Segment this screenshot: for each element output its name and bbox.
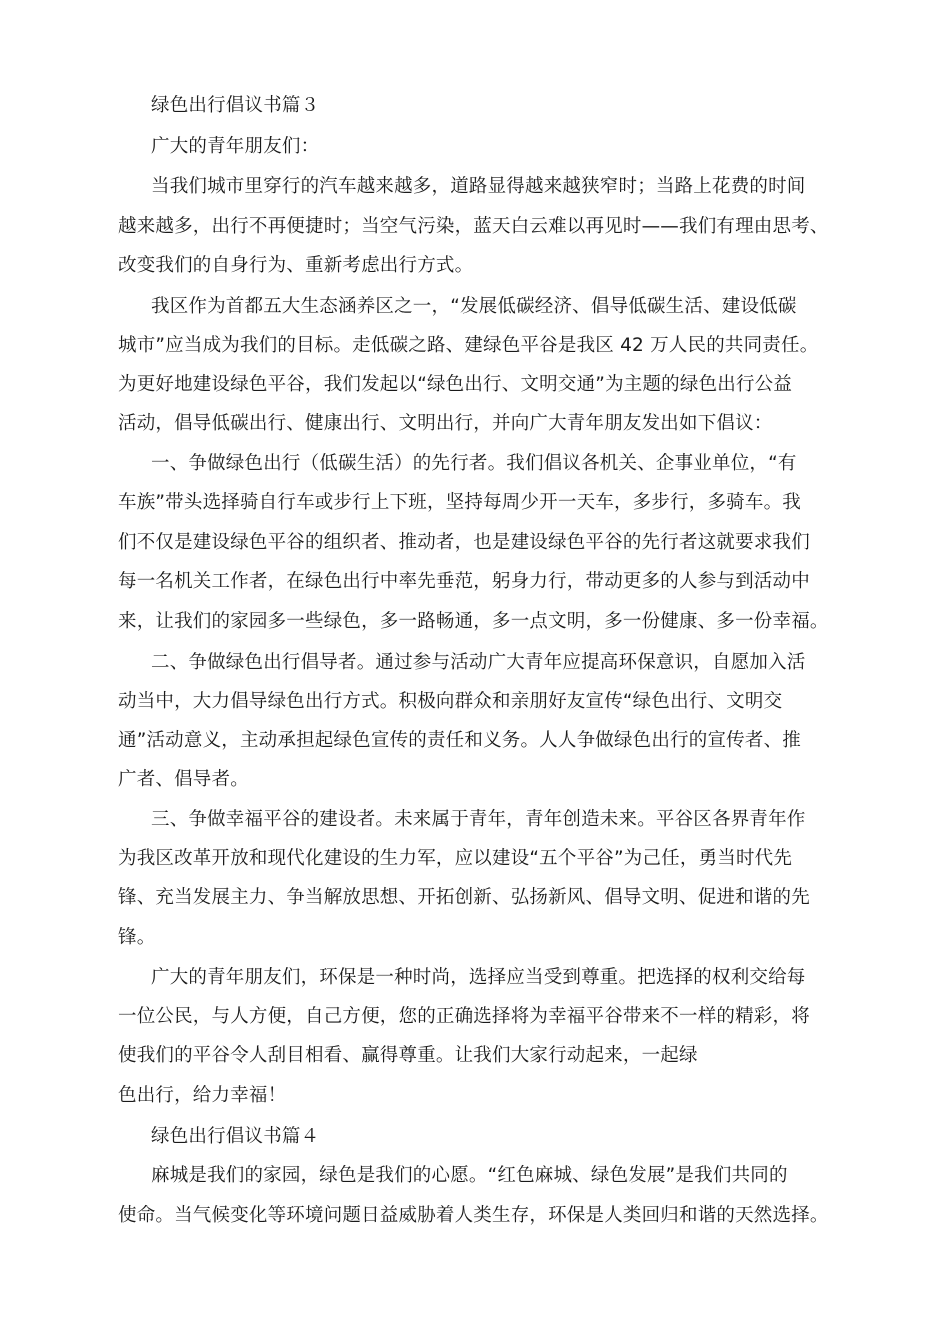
text-line: 锋、充当发展主力、争当解放思想、开拓创新、弘扬新风、倡导文明、促进和谐的先 (118, 887, 810, 908)
text-line: 每一名机关工作者，在绿色出行中率先垂范，躬身力行，带动更多的人参与到活动中 (118, 571, 810, 592)
text-line: 为我区改革开放和现代化建设的生力军，应以建设“五个平谷”为己任，勇当时代先 (118, 848, 793, 869)
section-title: 绿色出行倡议书篇３ (151, 95, 320, 116)
text-line: 三、争做幸福平谷的建设者。未来属于青年，青年创造未来。平谷区各界青年作 (151, 809, 806, 830)
text-line: 城市”应当成为我们的目标。走低碳之路、建绿色平谷是我区 42 万人民的共同责任。 (118, 335, 819, 356)
text-line: 广大的青年朋友们，环保是一种时尚，选择应当受到尊重。把选择的权利交给每 (151, 967, 806, 988)
text-line: 色出行，给力幸福！ (118, 1085, 287, 1106)
text-line: 广者、倡导者。 (118, 769, 249, 790)
text-line: 锋。 (118, 927, 156, 948)
text-line: 使命。当气候变化等环境问题日益威胁着人类生存，环保是人类回归和谐的天然选择。 (118, 1205, 829, 1226)
text-line: 来，让我们的家园多一些绿色，多一路畅通，多一点文明，多一份健康、多一份幸福。 (118, 611, 829, 632)
section-title: 绿色出行倡议书篇４ (151, 1126, 320, 1147)
text-line: 活动，倡导低碳出行、健康出行、文明出行，并向广大青年朋友发出如下倡议： (118, 413, 773, 434)
text-line: 为更好地建设绿色平谷，我们发起以“绿色出行、文明交通”为主题的绿色出行公益 (118, 374, 793, 395)
text-line: 越来越多，出行不再便捷时；当空气污染，蓝天白云难以再见时——我们有理由思考、 (118, 216, 829, 237)
text-line: 动当中，大力倡导绿色出行方式。积极向群众和亲朋好友宣传“绿色出行、文明交 (118, 691, 783, 712)
salutation: 广大的青年朋友们： (151, 136, 320, 157)
text-line: 们不仅是建设绿色平谷的组织者、推动者，也是建设绿色平谷的先行者这就要求我们 (118, 532, 810, 553)
text-line: 一位公民，与人方便，自己方便，您的正确选择将为幸福平谷带来不一样的精彩，将 (118, 1006, 810, 1027)
text-line: 我区作为首都五大生态涵养区之一，“发展低碳经济、倡导低碳生活、建设低碳 (151, 296, 797, 317)
text-line: 麻城是我们的家园，绿色是我们的心愿。“红色麻城、绿色发展”是我们共同的 (151, 1165, 788, 1186)
text-line: 二、争做绿色出行倡导者。通过参与活动广大青年应提高环保意识，自愿加入活 (151, 652, 806, 673)
text-line: 车族”带头选择骑自行车或步行上下班，坚持每周少开一天车，多步行，多骑车。我 (118, 492, 801, 513)
text-line: 改变我们的自身行为、重新考虑出行方式。 (118, 255, 474, 276)
text-line: 使我们的平谷令人刮目相看、赢得尊重。让我们大家行动起来，一起绿 (118, 1045, 698, 1066)
text-line: 当我们城市里穿行的汽车越来越多，道路显得越来越狭窄时；当路上花费的时间 (151, 176, 806, 197)
text-line: 一、争做绿色出行（低碳生活）的先行者。我们倡议各机关、企事业单位，“有 (151, 453, 797, 474)
text-line: 通”活动意义，主动承担起绿色宣传的责任和义务。人人争做绿色出行的宣传者、推 (118, 730, 801, 751)
